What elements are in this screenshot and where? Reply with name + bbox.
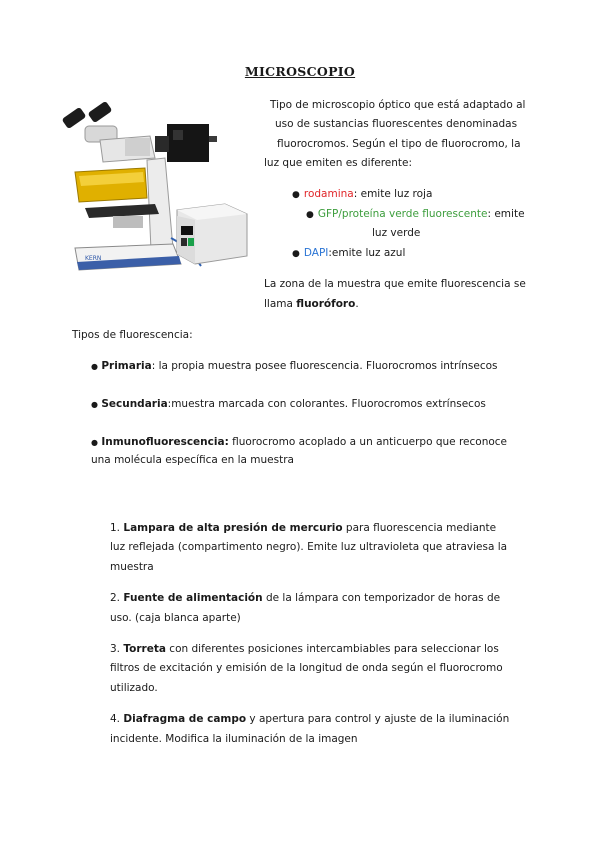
- tipo-inmuno: [91, 433, 507, 452]
- bullet-dot-icon: ●: [91, 400, 98, 409]
- microscope-photo: [55, 98, 255, 283]
- dapi-desc: emite luz azul: [331, 247, 406, 259]
- gfp-sep: :: [487, 208, 491, 220]
- tipos-heading: Tipos de fluorescencia:: [72, 329, 193, 341]
- parte-4-line-2: incidente. Modifica la iluminación de la imagen: [110, 733, 358, 745]
- parte-4-rest: y apertura para control y ajuste de la iluminación: [246, 713, 510, 725]
- yellow-filter-shield: [75, 168, 147, 202]
- page-title: MICROSCOPIO: [244, 64, 356, 79]
- tipo-primaria: [91, 357, 498, 376]
- brand-logo: KERN: [85, 255, 102, 262]
- secundaria-text: :muestra marcada con colorantes. Fluorocromos extrínsecos: [167, 398, 486, 410]
- dapi-label: DAPI: [303, 247, 329, 259]
- parte-2-line-2: uso. (caja blanca aparte): [110, 612, 241, 624]
- parte-3-bold: Torreta: [123, 643, 166, 655]
- bullet-dapi: [292, 244, 405, 264]
- microscope-base: [75, 244, 181, 270]
- parte-1-rest: para fluorescencia mediante: [342, 522, 497, 534]
- bullet-rodamina: [292, 185, 432, 205]
- parte-3: [110, 640, 499, 659]
- parte-3-line-3: utilizado.: [110, 682, 158, 694]
- gfp-desc: emite: [494, 208, 525, 220]
- parte-1-num: 1.: [110, 522, 121, 534]
- bullet-dot-icon: ●: [292, 190, 300, 200]
- rodamina-label: rodamina: [303, 188, 354, 200]
- dapi-sep: :: [328, 247, 332, 259]
- zona-line-2: [264, 295, 359, 314]
- fluoroforo-term: fluoróforo: [296, 298, 356, 310]
- bullet-gfp: [306, 205, 525, 225]
- zona-prefix: llama: [264, 298, 293, 310]
- power-supply-box: [177, 204, 247, 264]
- parte-2-rest: de la lámpara con temporizador de horas de: [262, 592, 501, 604]
- rodamina-sep: :: [353, 188, 358, 200]
- primaria-label: Primaria: [101, 360, 152, 372]
- bullet-dot-icon: ●: [306, 210, 314, 220]
- parte-2: [110, 589, 500, 608]
- eyepiece-right: [88, 101, 113, 123]
- bullet-dot-icon: ●: [91, 362, 98, 371]
- rodamina-desc: emite luz roja: [360, 188, 433, 200]
- mercury-lamp-house: [155, 124, 217, 162]
- gfp-desc-line-2: luz verde: [372, 227, 421, 239]
- parte-2-bold: Fuente de alimentación: [123, 592, 263, 604]
- zona-line-1: La zona de la muestra que emite fluorescencia se: [264, 278, 526, 290]
- inmuno-label: Inmunofluorescencia:: [101, 436, 229, 448]
- parte-1-line-3: muestra: [110, 561, 154, 573]
- intro-line-3: fluorocromos. Según el tipo de fluorocromo, la: [277, 138, 521, 150]
- bullet-dot-icon: ●: [292, 249, 300, 259]
- parte-4-num: 4.: [110, 713, 121, 725]
- intro-line-4: luz que emiten es diferente:: [264, 157, 413, 169]
- gfp-label: GFP/proteína verde fluorescente: [317, 208, 488, 220]
- tipo-secundaria: [91, 395, 486, 414]
- parte-1-line-2: luz reflejada (compartimento negro). Emite luz ultravioleta que atraviesa la: [110, 541, 508, 553]
- inmuno-line-2: una molécula específica en la muestra: [91, 454, 294, 466]
- parte-3-rest: con diferentes posiciones intercambiables para seleccionar los: [165, 643, 499, 655]
- intro-line-1: Tipo de microscopio óptico que está adaptado al: [270, 99, 526, 111]
- eyepiece-left: [62, 107, 87, 129]
- parte-2-num: 2.: [110, 592, 121, 604]
- secundaria-label: Secundaria: [101, 398, 168, 410]
- intro-line-2: uso de sustancias fluorescentes denominadas: [275, 118, 518, 130]
- parte-1: [110, 519, 496, 538]
- parte-4: [110, 710, 509, 729]
- primaria-text: : la propia muestra posee fluorescencia. Fluorocromos intrínsecos: [151, 360, 498, 372]
- parte-1-bold: Lampara de alta presión de mercurio: [123, 522, 343, 534]
- parte-3-num: 3.: [110, 643, 121, 655]
- inmuno-text: fluorocromo acoplado a un anticuerpo que reconoce: [228, 436, 508, 448]
- parte-3-line-2: filtros de excitación y emisión de la longitud de onda según el fluorocromo: [110, 662, 503, 674]
- parte-4-bold: Diafragma de campo: [123, 713, 247, 725]
- zona-suffix: .: [355, 298, 359, 310]
- bullet-dot-icon: ●: [91, 438, 98, 447]
